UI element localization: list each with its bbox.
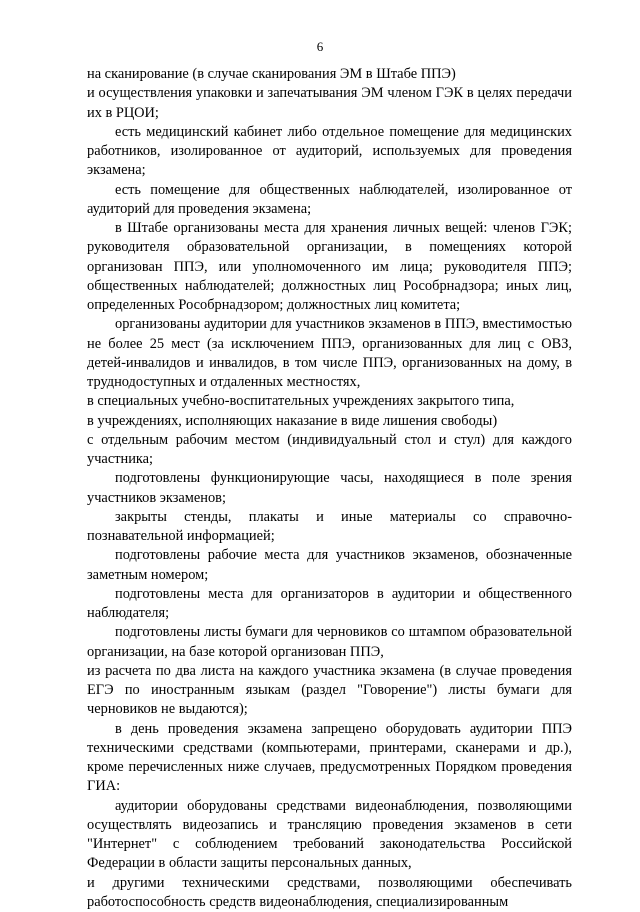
page-number: 6 bbox=[0, 39, 640, 55]
paragraph-equipment-ban: в день проведения экзамена запрещено оборудовать аудитории ППЭ техническими средствами (компьютерами, принтерами, сканерами и др.), кроме перечисленных ниже случаев, предусмотренных Порядком проведения ГИА: bbox=[87, 720, 572, 797]
paragraph-workplaces: подготовлены рабочие места для участников экзаменов, обозначенные заметным номером; bbox=[87, 546, 572, 585]
paragraph-exam-rooms: организованы аудитории для участников экзаменов в ППЭ, вместимостью не более 25 мест (за исключением ППЭ, организованных для лиц с ОВЗ, детей-инвалидов и инвалидов, в том числе ППЭ, организованных на дому, в труднодоступных и отдаленных местностях, в специальных учебно-воспитательных учреждениях закрытого типа, в учреждениях, исполняющих наказание в виде лишения свободы) с отдельным рабочим местом (индивидуальный стол и стул) для каждого участника; bbox=[87, 315, 572, 469]
paragraph-video-surveillance: аудитории оборудованы средствами видеонаблюдения, позволяющими осуществлять видеозапись и трансляцию проведения экзаменов в сети "Интернет" с соблюдением требований законодательства Российской Федерации в области защиты персональных данных, и другими техническими средствами, позволяющими обеспечивать работоспособность средств видеонаблюдения, специализированным bbox=[87, 797, 572, 912]
paragraph-personal-belongings: в Штабе организованы места для хранения личных вещей: членов ГЭК; руководителя образовательной организации, в помещениях которой организован ППЭ, или уполномоченного им лица; руководителя ППЭ; общественных наблюдателей; должностных лиц Рособрнадзора; иных лиц, определенных Рособрнадзором; должностных лиц комитета; bbox=[87, 219, 572, 315]
paragraph-draft-sheets: подготовлены листы бумаги для черновиков со штампом образовательной организации, на базе которой организован ППЭ, из расчета по два листа на каждого участника экзамена (в случае проведения ЕГЭ по иностранным языкам (раздел "Говорение") листы бумаги для черновиков не выдаются); bbox=[87, 623, 572, 719]
paragraph-stands-closed: закрыты стенды, плакаты и иные материалы со справочно-познавательной информацией; bbox=[87, 508, 572, 547]
paragraph-clocks: подготовлены функционирующие часы, находящиеся в поле зрения участников экзаменов; bbox=[87, 469, 572, 508]
paragraph-organizer-places: подготовлены места для организаторов в аудитории и общественного наблюдателя; bbox=[87, 585, 572, 624]
paragraph-medical-room: есть медицинский кабинет либо отдельное помещение для медицинских работников, изолированное от аудиторий, используемых для проведения экзамена; bbox=[87, 123, 572, 181]
document-body bbox=[87, 65, 572, 912]
paragraph-scanning-continuation: на сканирование (в случае сканирования ЭМ в Штабе ППЭ) и осуществления упаковки и запечатывания ЭМ членом ГЭК в целях передачи их в РЦОИ; bbox=[87, 65, 572, 123]
paragraph-observers-room: есть помещение для общественных наблюдателей, изолированное от аудиторий для проведения экзамена; bbox=[87, 181, 572, 220]
